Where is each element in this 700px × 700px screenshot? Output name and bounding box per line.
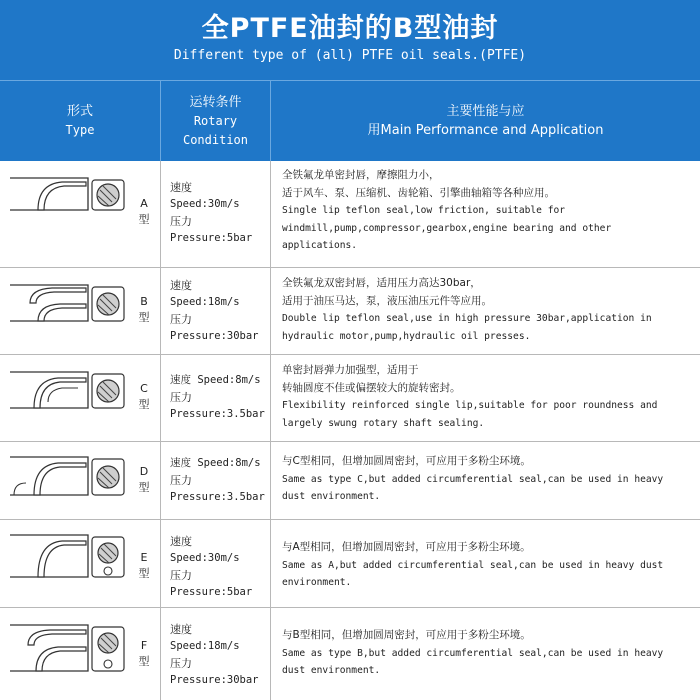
table-row xyxy=(0,161,700,268)
performance-e: 与A型相同，但增加圆周密封，可应用于多粉尘环境。 Same as A,but added circumferential seal,can be used in heavy dust environment. xyxy=(282,541,664,588)
table-row xyxy=(0,268,700,355)
condition-f: 速度 Speed:18m/s 压力 Pressure:30bar xyxy=(170,623,259,686)
header-type-en: Type xyxy=(65,123,95,137)
cell-divider xyxy=(270,355,271,441)
table-row xyxy=(0,355,700,442)
performance-b: 全铁氟龙双密封唇，适用压力高达30bar， 适用于油压马达，泵，液压油压元件等应用。 Double lip teflon seal,use in high pressure 30bar,application in hydraulic motor,pump,hydraulic oil presses. xyxy=(282,277,652,342)
table-row xyxy=(0,442,700,520)
condition-a: 速度 Speed:30m/s 压力 Pressure:5bar xyxy=(170,181,253,244)
seal-diagram-a xyxy=(8,168,128,220)
header-condition xyxy=(161,81,270,161)
type-label-d: D 型 xyxy=(138,465,150,494)
header-type xyxy=(0,81,160,161)
cell-divider xyxy=(270,520,271,607)
header-cond-zh: 运转条件 xyxy=(189,94,242,110)
header-perf-line2: 用Main Performance and Application xyxy=(367,123,604,138)
cell-divider xyxy=(270,608,271,700)
table-row xyxy=(0,608,700,700)
condition-e: 速度 Speed:30m/s 压力 Pressure:5bar xyxy=(170,535,253,598)
type-label-a: A 型 xyxy=(138,197,150,226)
page-subtitle: Different type of (all) PTFE oil seals.(PTFE) xyxy=(173,48,527,63)
seal-diagram-c xyxy=(8,362,128,418)
condition-d: 速度 Speed:8m/s 压力 Pressure:3.5bar xyxy=(170,457,265,503)
type-label-b: B 型 xyxy=(138,295,150,324)
header-cond-en2: Condition xyxy=(182,132,249,147)
title-banner xyxy=(0,0,700,80)
page-title: 全PTFE油封的B型油封 xyxy=(201,13,499,44)
table-header xyxy=(0,80,700,161)
seal-diagram-f xyxy=(8,615,128,681)
cell-divider xyxy=(160,608,161,700)
condition-c: 速度 Speed:8m/s 压力 Pressure:3.5bar xyxy=(170,374,265,420)
seal-diagram-b xyxy=(8,275,128,331)
header-cond-en1: Rotary xyxy=(193,113,238,128)
cell-divider xyxy=(160,520,161,607)
performance-d: 与C型相同，但增加圆周密封，可应用于多粉尘环境。 Same as type C,but added circumferential seal,can be used in heavy dust environment. xyxy=(282,455,664,502)
cell-divider xyxy=(160,355,161,441)
table-row xyxy=(0,520,700,608)
performance-a: 全铁氟龙单密封唇，摩擦阻力小， 适于风车、泵、压缩机、齿轮箱、引擎曲轴箱等各种应用。 Single lip teflon seal,low friction, suitable for windmill,pump,compressor,gearbox,engine bearing and other applications. xyxy=(282,169,612,251)
cell-divider xyxy=(160,268,161,354)
type-label-c: C 型 xyxy=(138,382,150,411)
header-type-zh: 形式 xyxy=(66,104,93,119)
cell-divider xyxy=(160,442,161,519)
seal-diagram-e xyxy=(8,527,128,587)
cell-divider xyxy=(270,161,271,267)
condition-b: 速度 Speed:18m/s 压力 Pressure:30bar xyxy=(170,279,259,342)
header-perf-line1: 主要性能与应 xyxy=(446,104,525,119)
cell-divider xyxy=(160,161,161,267)
performance-f: 与B型相同，但增加圆周密封，可应用于多粉尘环境。 Same as type B,but added circumferential seal,can be used in heavy dust environment. xyxy=(282,629,664,676)
type-label-f: F 型 xyxy=(138,639,150,668)
cell-divider xyxy=(270,442,271,519)
type-label-e: E 型 xyxy=(138,551,150,580)
performance-c: 单密封唇弹力加强型，适用于 转轴圆度不佳或偏摆较大的旋转密封。 Flexibility reinforced single lip,suitable for poor roundness and largely swung rotary shaft sealing. xyxy=(282,364,658,429)
header-performance xyxy=(271,81,700,161)
cell-divider xyxy=(270,268,271,354)
seal-diagram-d xyxy=(8,449,128,505)
